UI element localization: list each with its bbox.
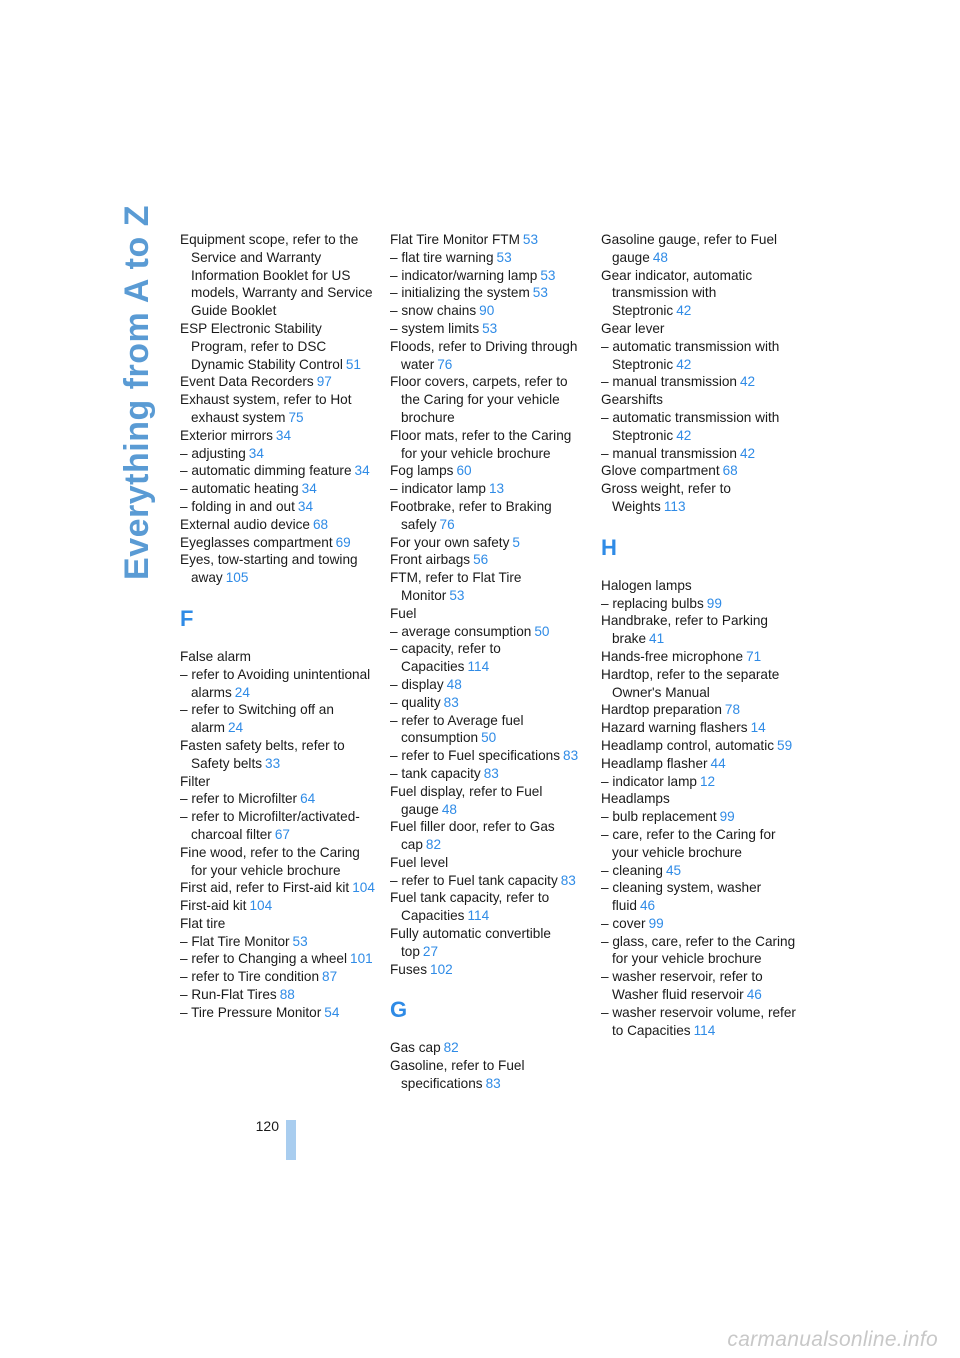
page-reference-link[interactable]: 42 — [676, 356, 692, 372]
index-entry — [390, 872, 585, 890]
index-entry-text: Fuses — [390, 961, 428, 977]
index-entry — [180, 897, 375, 915]
page-reference-link[interactable]: 50 — [534, 623, 550, 639]
page-reference-link[interactable]: 42 — [740, 374, 756, 390]
index-entry-text: – refer to Tire condition — [180, 969, 320, 985]
index-entry — [601, 790, 796, 808]
index-entry-text: Hazard warning flashers — [601, 720, 748, 736]
page-reference-link[interactable]: 59 — [777, 737, 793, 753]
page-reference-link[interactable]: 71 — [746, 648, 762, 664]
index-entry — [390, 373, 585, 426]
page-reference-link[interactable]: 101 — [350, 951, 373, 967]
index-entry-text: – bulb replacement — [601, 809, 717, 825]
index-entry — [180, 534, 375, 552]
index-column-2 — [390, 231, 585, 1093]
index-entry — [601, 719, 796, 737]
page-reference-link[interactable]: 33 — [265, 755, 281, 771]
index-entry-text: – refer to Microfilter/activated-charcoal filter — [180, 809, 360, 842]
index-entry — [180, 701, 375, 737]
index-entry — [180, 498, 375, 516]
index-entry — [390, 302, 585, 320]
index-entry — [390, 480, 585, 498]
index-entry — [180, 968, 375, 986]
page-reference-link[interactable]: 88 — [279, 987, 295, 1003]
page-reference-link[interactable]: 48 — [446, 676, 462, 692]
page-reference-link[interactable]: 99 — [706, 595, 722, 611]
index-entry-text: Fuel display, refer to Fuel gauge — [390, 783, 543, 817]
section-letter: F — [180, 605, 194, 631]
page-reference-link[interactable]: 102 — [430, 961, 453, 977]
page-reference-link[interactable]: 44 — [710, 755, 726, 771]
index-entry-text: – washer reservoir volume, refer to Capacities — [601, 1004, 796, 1038]
page-reference-link[interactable]: 68 — [722, 463, 738, 479]
index-entry — [601, 338, 796, 374]
index-entry — [180, 950, 375, 968]
index-entry-text: – folding in and out — [180, 498, 295, 514]
index-entry-text: Headlamp flasher — [601, 755, 708, 771]
index-entry-text: Flat tire — [180, 915, 226, 931]
index-entry — [390, 1039, 585, 1057]
index-entry-text: Floods, refer to Driving through water — [390, 338, 578, 372]
index-entry — [601, 595, 796, 613]
page-reference-link[interactable]: 83 — [485, 1076, 501, 1092]
index-entry — [601, 915, 796, 933]
index-entry — [390, 249, 585, 267]
page-reference-link[interactable]: 64 — [300, 791, 316, 807]
index-entry — [390, 284, 585, 302]
index-entry-text: Headlamps — [601, 791, 670, 807]
index-entry-text: Headlamp control, automatic — [601, 737, 775, 753]
index-entry-text: First-aid kit — [180, 898, 247, 914]
index-entry-text: For your own safety — [390, 534, 510, 550]
index-entry — [601, 320, 796, 338]
page-reference-link[interactable]: 42 — [740, 445, 756, 461]
page-reference-link[interactable]: 60 — [456, 463, 472, 479]
index-entry-text: Fuel filler door, refer to Gas cap — [390, 819, 555, 853]
index-entry — [180, 933, 375, 951]
index-entry-text: – refer to Average fuel consumption — [390, 712, 524, 746]
index-entry-text: Hardtop preparation — [601, 702, 722, 718]
index-entry — [180, 1004, 375, 1022]
index-entry — [390, 961, 585, 979]
watermark: carmanualsonline.info — [727, 1328, 938, 1351]
section-letter: G — [390, 997, 408, 1023]
index-entry — [180, 427, 375, 445]
index-entry — [390, 712, 585, 748]
page-reference-link[interactable]: 27 — [422, 943, 439, 959]
index-entry-text: – indicator lamp — [390, 481, 486, 497]
index-entry — [390, 462, 585, 480]
page-reference-link[interactable]: 68 — [312, 516, 329, 532]
index-entry-text: – snow chains — [390, 303, 477, 319]
index-entry — [601, 755, 796, 773]
index-entry — [601, 612, 796, 648]
index-entry — [180, 737, 375, 773]
index-entry — [180, 391, 375, 427]
index-entry-text: FTM, refer to Flat Tire Monitor — [390, 570, 522, 603]
index-entry — [601, 648, 796, 666]
index-entry — [180, 790, 375, 808]
index-entry — [601, 577, 796, 595]
index-entry — [180, 373, 375, 391]
index-entry — [390, 605, 585, 623]
index-entry — [390, 765, 585, 783]
index-entry-text: Hardtop, refer to the separate Owner's Manual — [601, 666, 780, 700]
index-entry-text: – refer to Avoiding unintentional alarms — [180, 666, 371, 700]
index-entry — [601, 737, 796, 755]
page-reference-link[interactable]: 42 — [676, 303, 692, 319]
index-entry-text: Fuel — [390, 605, 417, 621]
index-entry-text: – indicator lamp — [601, 773, 697, 789]
index-entry-text: Glove compartment — [601, 463, 720, 479]
page-reference-link[interactable]: 12 — [699, 773, 716, 789]
index-entry — [180, 462, 375, 480]
page-reference-link[interactable]: 34 — [248, 445, 264, 461]
index-entry — [601, 666, 796, 702]
index-entry — [180, 648, 375, 666]
page-reference-link[interactable]: 99 — [719, 809, 735, 825]
index-entry-text: Front airbags — [390, 552, 471, 568]
page-reference-link[interactable]: 54 — [324, 1004, 340, 1020]
index-entry-text: Fuel tank capacity, refer to Capacities — [390, 890, 550, 924]
index-entry — [601, 862, 796, 880]
index-entry-text: – refer to Changing a wheel — [180, 951, 348, 967]
index-column-3 — [601, 231, 796, 1039]
index-entry-text: Eyes, tow-starting and towing away — [180, 552, 358, 586]
page-reference-link[interactable]: 56 — [473, 552, 489, 568]
index-entry-text: – care, refer to the Caring for your vehicle brochure — [601, 826, 776, 860]
page-reference-link[interactable]: 114 — [693, 1022, 716, 1038]
index-column-1 — [180, 231, 375, 1022]
page-reference-link[interactable]: 41 — [649, 631, 665, 647]
index-entry — [601, 231, 796, 267]
index-entry — [180, 915, 375, 933]
index-entry — [180, 320, 375, 373]
index-entry — [180, 879, 375, 897]
index-entry — [180, 480, 375, 498]
index-entry-text: – display — [390, 676, 444, 692]
index-entry-text: – initializing the system — [390, 285, 530, 301]
index-entry-text: Fog lamps — [390, 463, 454, 479]
page-reference-link[interactable]: 53 — [449, 587, 465, 603]
page-reference-link[interactable]: 104 — [249, 898, 273, 914]
index-entry-text: Gear indicator, automatic transmission with Steptronic — [601, 267, 753, 319]
page-reference-link[interactable]: 104 — [352, 880, 375, 896]
index-entry — [390, 694, 585, 712]
index-entry — [390, 925, 585, 961]
index-entry-text: – cleaning — [601, 862, 663, 878]
index-entry — [601, 445, 796, 463]
index-entry — [180, 551, 375, 587]
index-entry — [601, 267, 796, 320]
page-reference-link[interactable]: 24 — [234, 684, 250, 700]
page-reference-link[interactable]: 24 — [228, 720, 244, 736]
index-entry — [180, 445, 375, 463]
index-entry-text: – refer to Microfilter — [180, 791, 298, 807]
index-entry-text: Footbrake, refer to Braking safely — [390, 498, 552, 532]
index-entry-text: – manual transmission — [601, 374, 737, 390]
index-entry — [601, 480, 796, 516]
page-reference-link[interactable]: 69 — [335, 534, 351, 550]
page-reference-link[interactable]: 83 — [560, 872, 576, 888]
index-entry-text: – capacity, refer to Capacities — [390, 641, 501, 675]
page-reference-link[interactable]: 114 — [467, 659, 490, 675]
page-reference-link[interactable]: 34 — [297, 498, 314, 514]
index-entry-text: – cover — [601, 915, 646, 931]
index-entry-text: – glass, care, refer to the Caring for your vehicle brochure — [601, 933, 796, 967]
index-entry-text: Halogen lamps — [601, 577, 692, 593]
index-entry-text: – automatic transmission with Steptronic — [601, 338, 780, 372]
index-entry-text: Gear lever — [601, 320, 665, 336]
page-reference-link[interactable]: 53 — [522, 232, 539, 247]
index-entry-text: – flat tire warning — [390, 249, 494, 265]
index-entry — [390, 889, 585, 925]
index-entry-text: – Run-Flat Tires — [180, 987, 277, 1003]
index-entry-text: Event Data Recorders — [180, 374, 314, 390]
index-entry — [601, 826, 796, 862]
page-reference-link[interactable]: 67 — [274, 826, 290, 842]
section-letter: H — [601, 534, 617, 560]
index-entry — [180, 844, 375, 880]
index-entry — [180, 666, 375, 702]
index-entry-text: – cleaning system, washer fluid — [601, 880, 762, 914]
index-entry-text: – washer reservoir, refer to Washer fluid reservoir — [601, 969, 763, 1003]
index-entry — [601, 1004, 796, 1040]
index-entry-text: Fuel level — [390, 854, 449, 870]
index-entry — [601, 373, 796, 391]
page-reference-link[interactable]: 51 — [345, 356, 361, 372]
index-entry — [601, 773, 796, 791]
page-reference-link[interactable]: 78 — [724, 702, 741, 718]
index-entry-text: – quality — [390, 694, 441, 710]
page-reference-link[interactable]: 97 — [316, 374, 332, 390]
index-entry — [390, 498, 585, 534]
index-entry — [601, 808, 796, 826]
index-entry-text: Floor covers, carpets, refer to the Caring for your vehicle brochure — [390, 374, 568, 425]
index-entry-text: Gas cap — [390, 1040, 441, 1056]
index-entry — [390, 818, 585, 854]
index-entry — [601, 879, 796, 915]
index-entry — [180, 231, 375, 320]
page-reference-link[interactable]: 34 — [301, 481, 317, 497]
index-entry-text: Gross weight, refer to Weights — [601, 481, 731, 514]
page-reference-link[interactable]: 87 — [322, 969, 338, 985]
page-reference-link[interactable]: 113 — [663, 498, 686, 514]
index-entry — [180, 516, 375, 534]
side-title — [117, 204, 156, 580]
index-entry-text: Filter — [180, 773, 211, 789]
index-entry-text: Fully automatic convertible top — [390, 926, 551, 959]
page-reference-link[interactable]: 83 — [483, 765, 499, 781]
page-reference-link[interactable]: 46 — [639, 898, 656, 914]
index-entry-text: Equipment scope, refer to the Service and Warranty Information Booklet for US models, Warranty and Service Guide Booklet — [180, 232, 373, 319]
index-entry — [390, 231, 585, 249]
page-reference-link[interactable]: 83 — [563, 748, 579, 764]
index-entry-text: – refer to Fuel tank capacity — [390, 872, 558, 888]
index-entry — [601, 701, 796, 719]
page-reference-link[interactable]: 5 — [512, 534, 520, 550]
page-reference-link[interactable]: 75 — [288, 409, 304, 425]
index-entry-text: Exterior mirrors — [180, 427, 273, 443]
index-entry-text: Floor mats, refer to the Caring for your vehicle brochure — [390, 427, 572, 461]
index-entry-text: – manual transmission — [601, 445, 737, 461]
page-marker-bar — [286, 1120, 296, 1160]
index-entry — [390, 747, 585, 765]
page-reference-link[interactable]: 45 — [665, 862, 682, 878]
page-reference-link[interactable]: 50 — [481, 730, 497, 746]
page-reference-link[interactable]: 53 — [482, 320, 498, 336]
index-entry-text: – automatic dimming feature — [180, 463, 352, 479]
page-reference-link[interactable]: 53 — [532, 285, 548, 301]
index-entry — [390, 623, 585, 641]
index-entry-text: Hands-free microphone — [601, 648, 744, 664]
index-entry-text: External audio device — [180, 516, 310, 532]
page-reference-link[interactable]: 48 — [652, 249, 668, 265]
index-entry — [390, 338, 585, 374]
page-reference-link[interactable]: 82 — [425, 837, 442, 853]
index-entry — [390, 1057, 585, 1093]
index-entry — [390, 569, 585, 605]
index-entry-text: Fine wood, refer to the Caring for your vehicle brochure — [180, 844, 360, 878]
page-reference-link[interactable]: 82 — [443, 1040, 459, 1056]
index-entry — [601, 462, 796, 480]
index-entry — [390, 427, 585, 463]
index-entry-text: Handbrake, refer to Parking brake — [601, 613, 768, 647]
index-entry — [390, 783, 585, 819]
side-title-text: Everything from A to Z — [117, 204, 156, 580]
index-entry — [601, 409, 796, 445]
page-reference-link[interactable]: 53 — [292, 933, 308, 949]
index-entry-text: – refer to Fuel specifications — [390, 748, 561, 764]
page-reference-link[interactable]: 76 — [439, 516, 455, 532]
index-entry — [601, 933, 796, 969]
index-entry-text: – indicator/warning lamp — [390, 267, 538, 283]
index-entry — [390, 551, 585, 569]
index-entry-text: Exhaust system, refer to Hot exhaust system — [180, 392, 352, 425]
index-entry — [601, 391, 796, 409]
page-number: 120 — [255, 1118, 279, 1134]
index-entry-text: Gasoline gauge, refer to Fuel gauge — [601, 232, 778, 265]
index-entry-text: False alarm — [180, 648, 252, 664]
index-entry-text: Flat Tire Monitor FTM — [390, 232, 520, 247]
index-entry-text: – average consumption — [390, 623, 532, 639]
page-reference-link[interactable]: 34 — [275, 427, 292, 443]
index-entry-text: – refer to Switching off an alarm — [180, 702, 334, 736]
page-reference-link[interactable]: 83 — [443, 694, 459, 710]
page-reference-link[interactable]: 34 — [354, 463, 370, 479]
index-entry — [180, 808, 375, 844]
index-entry — [390, 676, 585, 694]
index-entry-text: First aid, refer to First-aid kit — [180, 880, 350, 896]
index-entry-text: – Tire Pressure Monitor — [180, 1004, 322, 1020]
index-entry — [180, 773, 375, 791]
index-entry-text: – tank capacity — [390, 765, 481, 781]
index-entry — [390, 320, 585, 338]
page-reference-link[interactable]: 48 — [441, 801, 457, 817]
index-entry-text: Eyeglasses compartment — [180, 534, 333, 550]
index-entry — [390, 534, 585, 552]
index-entry-text: – replacing bulbs — [601, 595, 704, 611]
index-entry — [180, 986, 375, 1004]
index-entry — [390, 640, 585, 676]
index-entry-text: Fasten safety belts, refer to Safety belts — [180, 737, 345, 771]
page-reference-link[interactable]: 76 — [437, 356, 453, 372]
page-reference-link[interactable]: 42 — [676, 427, 692, 443]
index-entry-text: – automatic heating — [180, 481, 299, 497]
index-entry-text: – automatic transmission with Steptronic — [601, 409, 780, 443]
index-entry-text: ESP Electronic Stability Program, refer to DSC Dynamic Stability Control — [180, 320, 343, 372]
index-entry — [390, 267, 585, 285]
page-reference-link[interactable]: 114 — [467, 908, 490, 924]
index-entry — [390, 854, 585, 872]
index-entry-text: – Flat Tire Monitor — [180, 933, 290, 949]
page-reference-link[interactable]: 105 — [225, 570, 249, 586]
index-entry-text: Gasoline, refer to Fuel specifications — [390, 1058, 525, 1092]
page-reference-link[interactable]: 53 — [496, 249, 512, 265]
index-entry-text: Gearshifts — [601, 392, 663, 408]
page-reference-link[interactable]: 53 — [540, 267, 556, 283]
index-entry-text: – system limits — [390, 320, 480, 336]
page-reference-link[interactable]: 90 — [479, 303, 495, 319]
page-reference-link[interactable]: 46 — [746, 987, 762, 1003]
page-reference-link[interactable]: 14 — [750, 720, 766, 736]
page-reference-link[interactable]: 13 — [488, 481, 505, 497]
page-reference-link[interactable]: 99 — [648, 915, 664, 931]
index-entry-text: – adjusting — [180, 445, 246, 461]
index-entry — [601, 968, 796, 1004]
